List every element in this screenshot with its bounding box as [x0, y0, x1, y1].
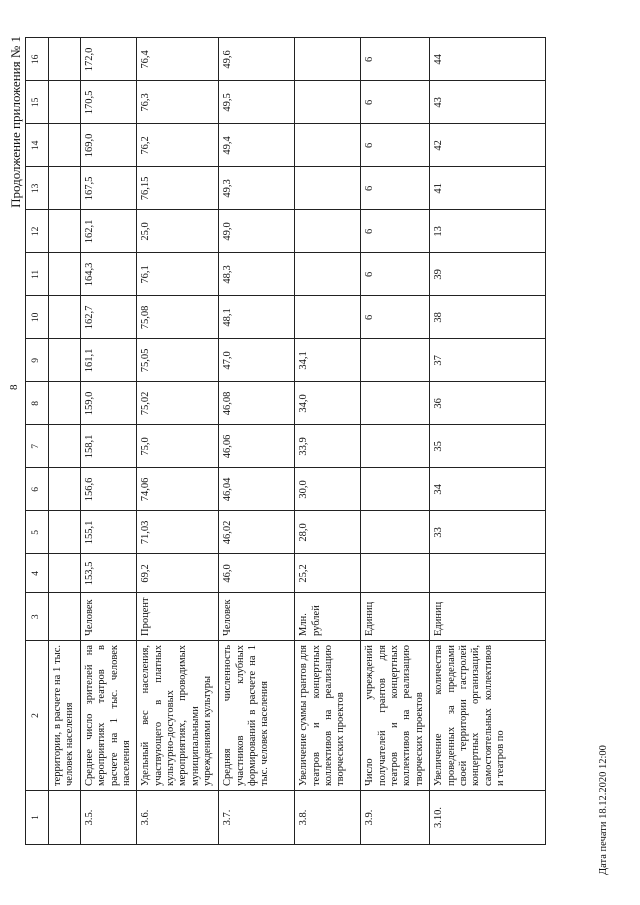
- value-cell: [49, 554, 81, 593]
- value-cell: 33: [430, 511, 546, 554]
- indicator-name: Средняя численность участников клубных формирований в расчете на 1 тыс. человек населения: [219, 641, 295, 791]
- column-number: 9: [26, 339, 49, 382]
- value-cell: 46,04: [219, 468, 295, 511]
- value-cell: 34: [430, 468, 546, 511]
- column-number: 11: [26, 253, 49, 296]
- unit-of-measure: Единиц: [430, 593, 546, 641]
- value-cell: 6: [361, 210, 430, 253]
- value-cell: [295, 38, 361, 81]
- value-cell: 172,0: [80, 38, 137, 81]
- value-cell: 75,08: [137, 296, 219, 339]
- table-row: [361, 38, 430, 845]
- value-cell: 39: [430, 253, 546, 296]
- value-cell: 44: [430, 38, 546, 81]
- table-row: [430, 38, 546, 845]
- value-cell: 35: [430, 425, 546, 468]
- value-cell: 30,0: [295, 468, 361, 511]
- value-cell: 48,1: [219, 296, 295, 339]
- value-cell: 74,06: [137, 468, 219, 511]
- column-number: 16: [26, 38, 49, 81]
- column-number: 6: [26, 468, 49, 511]
- value-cell: 155,1: [80, 511, 137, 554]
- column-number: 5: [26, 511, 49, 554]
- value-cell: 153,5: [80, 554, 137, 593]
- unit-of-measure: [49, 593, 81, 641]
- value-cell: 41: [430, 167, 546, 210]
- column-number: 14: [26, 124, 49, 167]
- value-cell: 42: [430, 124, 546, 167]
- value-cell: 162,1: [80, 210, 137, 253]
- column-number: 3: [26, 593, 49, 641]
- row-number: [49, 791, 81, 845]
- value-cell: 25,0: [137, 210, 219, 253]
- value-cell: 43: [430, 81, 546, 124]
- value-cell: 158,1: [80, 425, 137, 468]
- value-cell: 46,0: [219, 554, 295, 593]
- column-number: 15: [26, 81, 49, 124]
- row-number: 3.5.: [80, 791, 137, 845]
- value-cell: [49, 38, 81, 81]
- value-cell: 76,4: [137, 38, 219, 81]
- value-cell: 34,1: [295, 339, 361, 382]
- value-cell: 48,3: [219, 253, 295, 296]
- value-cell: [49, 425, 81, 468]
- row-number: 3.10.: [430, 791, 546, 845]
- value-cell: [361, 554, 430, 593]
- indicator-name: Среднее число зрителей на мероприятиях театров в расчете на 1 тыс. человек населения: [80, 641, 137, 791]
- column-number: 1: [26, 791, 49, 845]
- print-date: Дата печати 18.12.2020 12:00: [598, 745, 609, 875]
- column-number: 12: [26, 210, 49, 253]
- table-row: [80, 38, 137, 845]
- value-cell: [295, 253, 361, 296]
- value-cell: 46,06: [219, 425, 295, 468]
- value-cell: 49,4: [219, 124, 295, 167]
- value-cell: 13: [430, 210, 546, 253]
- value-cell: 170,5: [80, 81, 137, 124]
- value-cell: 49,5: [219, 81, 295, 124]
- value-cell: 164,3: [80, 253, 137, 296]
- value-cell: 161,1: [80, 339, 137, 382]
- value-cell: 76,2: [137, 124, 219, 167]
- column-number: 7: [26, 425, 49, 468]
- table-row: [137, 38, 219, 845]
- value-cell: 76,15: [137, 167, 219, 210]
- value-cell: [295, 124, 361, 167]
- value-cell: 46,02: [219, 511, 295, 554]
- value-cell: 49,3: [219, 167, 295, 210]
- value-cell: 6: [361, 253, 430, 296]
- value-cell: 6: [361, 296, 430, 339]
- row-number: 3.7.: [219, 791, 295, 845]
- row-number: 3.6.: [137, 791, 219, 845]
- value-cell: [49, 339, 81, 382]
- value-cell: 167,5: [80, 167, 137, 210]
- page-number: 8: [8, 384, 20, 390]
- value-cell: 46,08: [219, 382, 295, 425]
- value-cell: 47,0: [219, 339, 295, 382]
- value-cell: [49, 296, 81, 339]
- value-cell: [49, 382, 81, 425]
- unit-of-measure: Человек: [219, 593, 295, 641]
- value-cell: [361, 468, 430, 511]
- value-cell: [49, 468, 81, 511]
- value-cell: 159,0: [80, 382, 137, 425]
- value-cell: 69,2: [137, 554, 219, 593]
- value-cell: 76,1: [137, 253, 219, 296]
- table-row: [49, 38, 81, 845]
- unit-of-measure: Единиц: [361, 593, 430, 641]
- value-cell: 6: [361, 81, 430, 124]
- value-cell: 37: [430, 339, 546, 382]
- value-cell: [295, 81, 361, 124]
- value-cell: 25,2: [295, 554, 361, 593]
- value-cell: 156,6: [80, 468, 137, 511]
- column-number: 8: [26, 382, 49, 425]
- value-cell: 75,0: [137, 425, 219, 468]
- indicator-name: Увеличение количества проведенных за пределами своей территории гастролей концертных организаций, самостоятельных коллективов и театров по: [430, 641, 546, 791]
- column-number: 2: [26, 641, 49, 791]
- column-number: 13: [26, 167, 49, 210]
- column-number: 10: [26, 296, 49, 339]
- table-row: [219, 38, 295, 845]
- unit-of-measure: Млн. рублей: [295, 593, 361, 641]
- value-cell: [295, 210, 361, 253]
- column-number: 4: [26, 554, 49, 593]
- value-cell: 28,0: [295, 511, 361, 554]
- value-cell: 71,03: [137, 511, 219, 554]
- value-cell: 36: [430, 382, 546, 425]
- value-cell: [361, 511, 430, 554]
- value-cell: [361, 339, 430, 382]
- value-cell: 76,3: [137, 81, 219, 124]
- value-cell: 49,6: [219, 38, 295, 81]
- value-cell: [49, 210, 81, 253]
- indicator-name: Увеличение суммы грантов для театров и концертных коллективов на реализацию творческих проектов: [295, 641, 361, 791]
- value-cell: 162,7: [80, 296, 137, 339]
- indicator-name: территории, в расчете на 1 тыс. человек населения: [49, 641, 81, 791]
- value-cell: 49,0: [219, 210, 295, 253]
- value-cell: [361, 425, 430, 468]
- value-cell: 75,05: [137, 339, 219, 382]
- value-cell: [295, 167, 361, 210]
- indicators-table: [25, 37, 546, 845]
- indicator-name: Число учреждений получателей грантов для театров и концертных коллективов на реализацию творческих проектов: [361, 641, 430, 791]
- value-cell: [49, 253, 81, 296]
- value-cell: 169,0: [80, 124, 137, 167]
- value-cell: 33,9: [295, 425, 361, 468]
- value-cell: 34,0: [295, 382, 361, 425]
- value-cell: 6: [361, 38, 430, 81]
- unit-of-measure: Процент: [137, 593, 219, 641]
- value-cell: [430, 554, 546, 593]
- value-cell: [49, 167, 81, 210]
- value-cell: [49, 511, 81, 554]
- table-body: [26, 38, 546, 845]
- indicator-name: Удельный вес населения, участвующего в платных культурно-досуговых мероприятиях, проводимых муниципальными учреждениями культуры: [137, 641, 219, 791]
- row-number: 3.9.: [361, 791, 430, 845]
- column-number-row: [26, 38, 49, 845]
- unit-of-measure: Человек: [80, 593, 137, 641]
- value-cell: 6: [361, 167, 430, 210]
- row-number: 3.8.: [295, 791, 361, 845]
- value-cell: [49, 81, 81, 124]
- value-cell: 75,02: [137, 382, 219, 425]
- annex-title: Продолжение приложения № 1: [8, 36, 23, 208]
- value-cell: [361, 382, 430, 425]
- value-cell: [295, 296, 361, 339]
- table-row: [295, 38, 361, 845]
- value-cell: [49, 124, 81, 167]
- value-cell: 38: [430, 296, 546, 339]
- value-cell: 6: [361, 124, 430, 167]
